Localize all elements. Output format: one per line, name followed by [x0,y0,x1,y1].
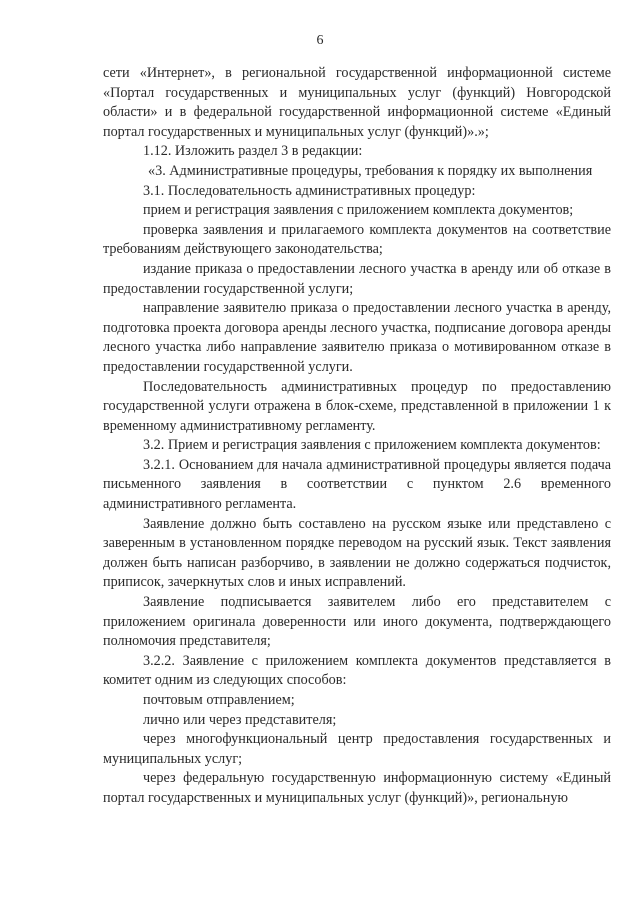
procedure-item-reception: прием и регистрация заявления с приложением комплекта документов; [143,202,574,219]
procedure-item-verification: проверка заявления и прилагаемого комплекта документов на соответствие требованиям действующего законодательства; [103,221,611,258]
submission-method-mail: почтовым отправлением; [143,692,295,708]
submission-method-in-person: лично или через представителя; [143,711,337,728]
document-body [103,64,611,809]
section-3-heading: «3. Административные процедуры, требования к порядку их выполнения [148,162,593,179]
paragraph-flowchart-reference: Последовательность административных процедур по предоставлению государственной услуги отражена в блок-схеме, представленной в приложении 1 к временному административному регламенту. [103,378,611,434]
paragraph-3-1: 3.1. Последовательность административных процедур: [143,182,476,199]
paragraph-website-clause: сети «Интернет», в региональной государственной информационной системе «Портал государственных и муниципальных услуг (функций) Новгородской области» и в федеральной государственной информационной системе «Единый портал государственных и муниципальных услуг (функций)».»; [103,65,611,140]
submission-method-portal: через федеральную государственную информационную систему «Единый портал государственных и муниципальных услуг (функций)», региональную [103,770,611,806]
paragraph-signature-requirements: Заявление подписывается заявителем либо его представителем с приложением оригинала доверенности или иного документа, подтверждающего полномочия представителя; [103,594,611,650]
procedure-item-order: издание приказа о предоставлении лесного участка в аренду или об отказе в предоставлении государственной услуги; [103,260,611,297]
paragraph-3-2-2: 3.2.2. Заявление с приложением комплекта документов представляется в комитет одним из следующих способов: [103,652,611,689]
paragraph-amendment-1-12: 1.12. Изложить раздел 3 в редакции: [143,143,363,160]
page-number: 6 [316,33,324,48]
paragraph-language-requirements: Заявление должно быть составлено на русском языке или представлено с заверенным в установленном порядке переводом на русский язык. Текст заявления должен быть написан разборчиво, в заявлении не должно содержаться подчисток, приписок, зачеркнутых слов и иных исправлений. [103,515,611,591]
paragraph-3-2: 3.2. Прием и регистрация заявления с приложением комплекта документов: [143,437,601,454]
paragraph-3-2-1: 3.2.1. Основанием для начала административной процедуры является подача письменного заявления в соответствии с пунктом 2.6 временного административного регламента. [103,456,611,513]
submission-method-mfc: через многофункциональный центр предоставления государственных и муниципальных услуг; [103,731,611,767]
procedure-item-notification: направление заявителю приказа о предоставлении лесного участка в аренду, подготовка проекта договора аренды лесного участка, подписание договора аренды лесного участка либо направление заявителю приказа о мотивированном отказе в предоставлении государственной услуги. [103,300,611,375]
